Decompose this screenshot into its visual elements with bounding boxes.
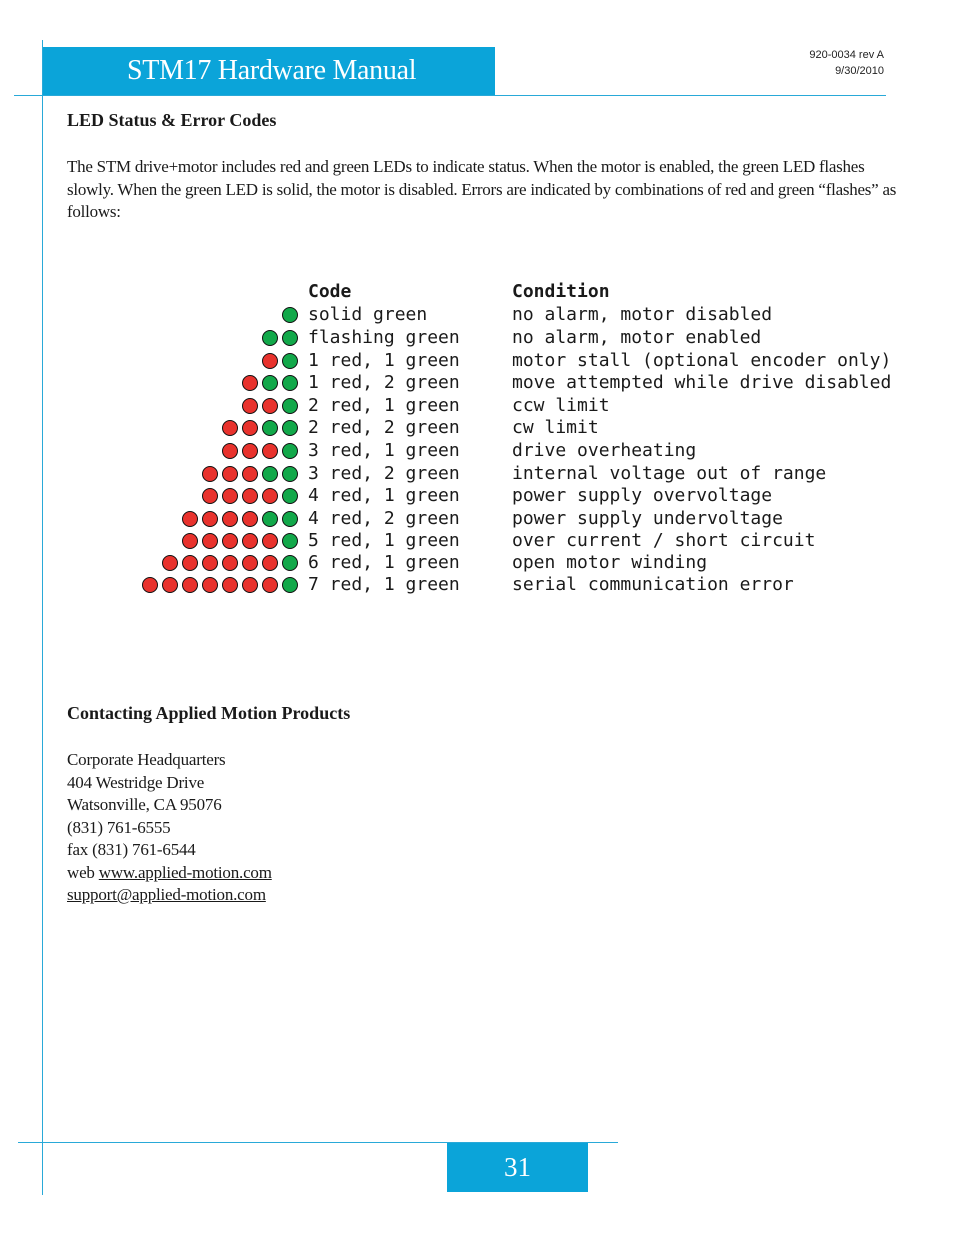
led-code-row [140,350,460,372]
red-led-icon [222,533,238,549]
led-code-row [140,395,460,417]
red-led-icon [242,511,258,527]
document-number: 920-0034 rev A [809,49,884,61]
led-code-label: 3 red, 1 green [308,440,460,461]
header-title-banner [43,47,495,95]
red-led-icon [262,353,278,369]
green-led-icon [282,555,298,571]
led-code-row [140,463,460,485]
red-led-icon [182,511,198,527]
led-condition-text: no alarm, motor enabled [512,327,762,348]
led-code-label: 1 red, 1 green [308,350,460,371]
page-number: 31 [504,1152,531,1182]
green-led-icon [262,375,278,391]
green-led-icon [282,330,298,346]
led-condition-text: motor stall (optional encoder only) [512,350,892,371]
led-indicator-group [242,375,298,391]
led-code-label: 3 red, 2 green [308,463,460,484]
led-code-row [140,530,460,552]
led-indicator-group [262,353,298,369]
led-condition-text: open motor winding [512,552,708,573]
red-led-icon [262,488,278,504]
green-led-icon [262,330,278,346]
led-indicator-group [242,398,298,414]
green-led-icon [262,420,278,436]
led-indicator-group [262,330,298,346]
led-condition-text: serial communication error [512,574,794,595]
header-rule [14,95,886,96]
code-column-header: Code [308,281,352,302]
red-led-icon [142,577,158,593]
red-led-icon [222,488,238,504]
led-condition-text: drive overheating [512,440,697,461]
led-condition-text: no alarm, motor disabled [512,304,773,325]
led-indicator-group [222,420,298,436]
red-led-icon [242,577,258,593]
red-led-icon [262,398,278,414]
green-led-icon [282,375,298,391]
led-indicator-group [142,577,298,593]
red-led-icon [182,555,198,571]
red-led-icon [182,577,198,593]
green-led-icon [282,488,298,504]
red-led-icon [202,533,218,549]
website-link[interactable]: www.applied-motion.com [98,862,272,882]
phone-line: (831) 761-6555 [67,817,171,837]
green-led-icon [282,577,298,593]
led-indicator-group [202,488,298,504]
led-code-row [140,485,460,507]
red-led-icon [242,555,258,571]
red-led-icon [242,533,258,549]
fax-line: fax (831) 761-6544 [67,840,196,859]
led-condition-text: ccw limit [512,395,610,416]
address-line: Watsonville, CA 95076 [67,795,222,814]
led-code-label: 2 red, 2 green [308,417,460,438]
led-code-label: 6 red, 1 green [308,552,460,573]
led-condition-text: over current / short circuit [512,530,816,551]
led-code-row [140,508,460,530]
document-date: 9/30/2010 [835,65,884,77]
address-line: 404 Westridge Drive [67,772,205,792]
page-number-box [447,1143,588,1192]
led-code-label: 1 red, 2 green [308,372,460,393]
led-condition-text: cw limit [512,417,599,438]
red-led-icon [262,577,278,593]
address-line: Corporate Headquarters [67,750,226,769]
red-led-icon [222,466,238,482]
red-led-icon [202,466,218,482]
led-condition-text: move attempted while drive disabled [512,372,892,393]
led-indicator-group [282,307,298,323]
red-led-icon [202,488,218,504]
led-indicator-group [222,443,298,459]
web-prefix: web [67,862,99,882]
red-led-icon [162,577,178,593]
red-led-icon [222,511,238,527]
led-intro-paragraph: The STM drive+motor includes red and green LEDs to indicate status. When the motor is enabled, the green LED flashes slowly. When the green LED is solid, the motor is disabled. Errors are indicated by combinations of red and green “flashes” as follows: [67,157,897,221]
red-led-icon [262,533,278,549]
led-code-row [140,574,460,596]
led-code-label: solid green [308,304,428,325]
led-code-row [140,304,450,326]
led-code-row [140,417,460,439]
led-section-heading: LED Status & Error Codes [67,110,277,130]
led-code-row [140,552,460,574]
green-led-icon [262,511,278,527]
red-led-icon [202,577,218,593]
led-indicator-group [202,466,298,482]
led-code-label: 2 red, 1 green [308,395,460,416]
led-indicator-group [182,511,298,527]
red-led-icon [222,420,238,436]
green-led-icon [262,466,278,482]
led-code-label: 7 red, 1 green [308,574,460,595]
green-led-icon [282,353,298,369]
led-condition-text: power supply overvoltage [512,485,773,506]
red-led-icon [202,511,218,527]
led-code-label: 4 red, 2 green [308,508,460,529]
led-code-label: 5 red, 1 green [308,530,460,551]
green-led-icon [282,420,298,436]
led-condition-text: power supply undervoltage [512,508,783,529]
led-condition-text: internal voltage out of range [512,463,827,484]
red-led-icon [262,443,278,459]
led-indicator-group [182,533,298,549]
red-led-icon [242,375,258,391]
contact-address-block [67,749,272,907]
support-email-link[interactable]: support@applied-motion.com [67,885,266,904]
contact-section-heading: Contacting Applied Motion Products [67,703,351,723]
green-led-icon [282,443,298,459]
led-code-label: 4 red, 1 green [308,485,460,506]
led-code-row [140,327,460,349]
red-led-icon [242,443,258,459]
led-code-label: flashing green [308,327,460,348]
red-led-icon [222,577,238,593]
left-margin-rule [42,40,43,1195]
green-led-icon [282,533,298,549]
red-led-icon [242,398,258,414]
condition-column-header: Condition [512,281,610,302]
red-led-icon [202,555,218,571]
green-led-icon [282,398,298,414]
document-info [809,47,884,79]
led-indicator-group [162,555,298,571]
red-led-icon [242,488,258,504]
red-led-icon [162,555,178,571]
manual-title: STM17 Hardware Manual [127,55,417,86]
red-led-icon [262,555,278,571]
green-led-icon [282,307,298,323]
red-led-icon [182,533,198,549]
red-led-icon [222,555,238,571]
web-line [67,862,272,885]
green-led-icon [282,466,298,482]
led-code-row [140,440,460,462]
red-led-icon [242,466,258,482]
green-led-icon [282,511,298,527]
red-led-icon [222,443,238,459]
led-code-row [140,372,460,394]
red-led-icon [242,420,258,436]
